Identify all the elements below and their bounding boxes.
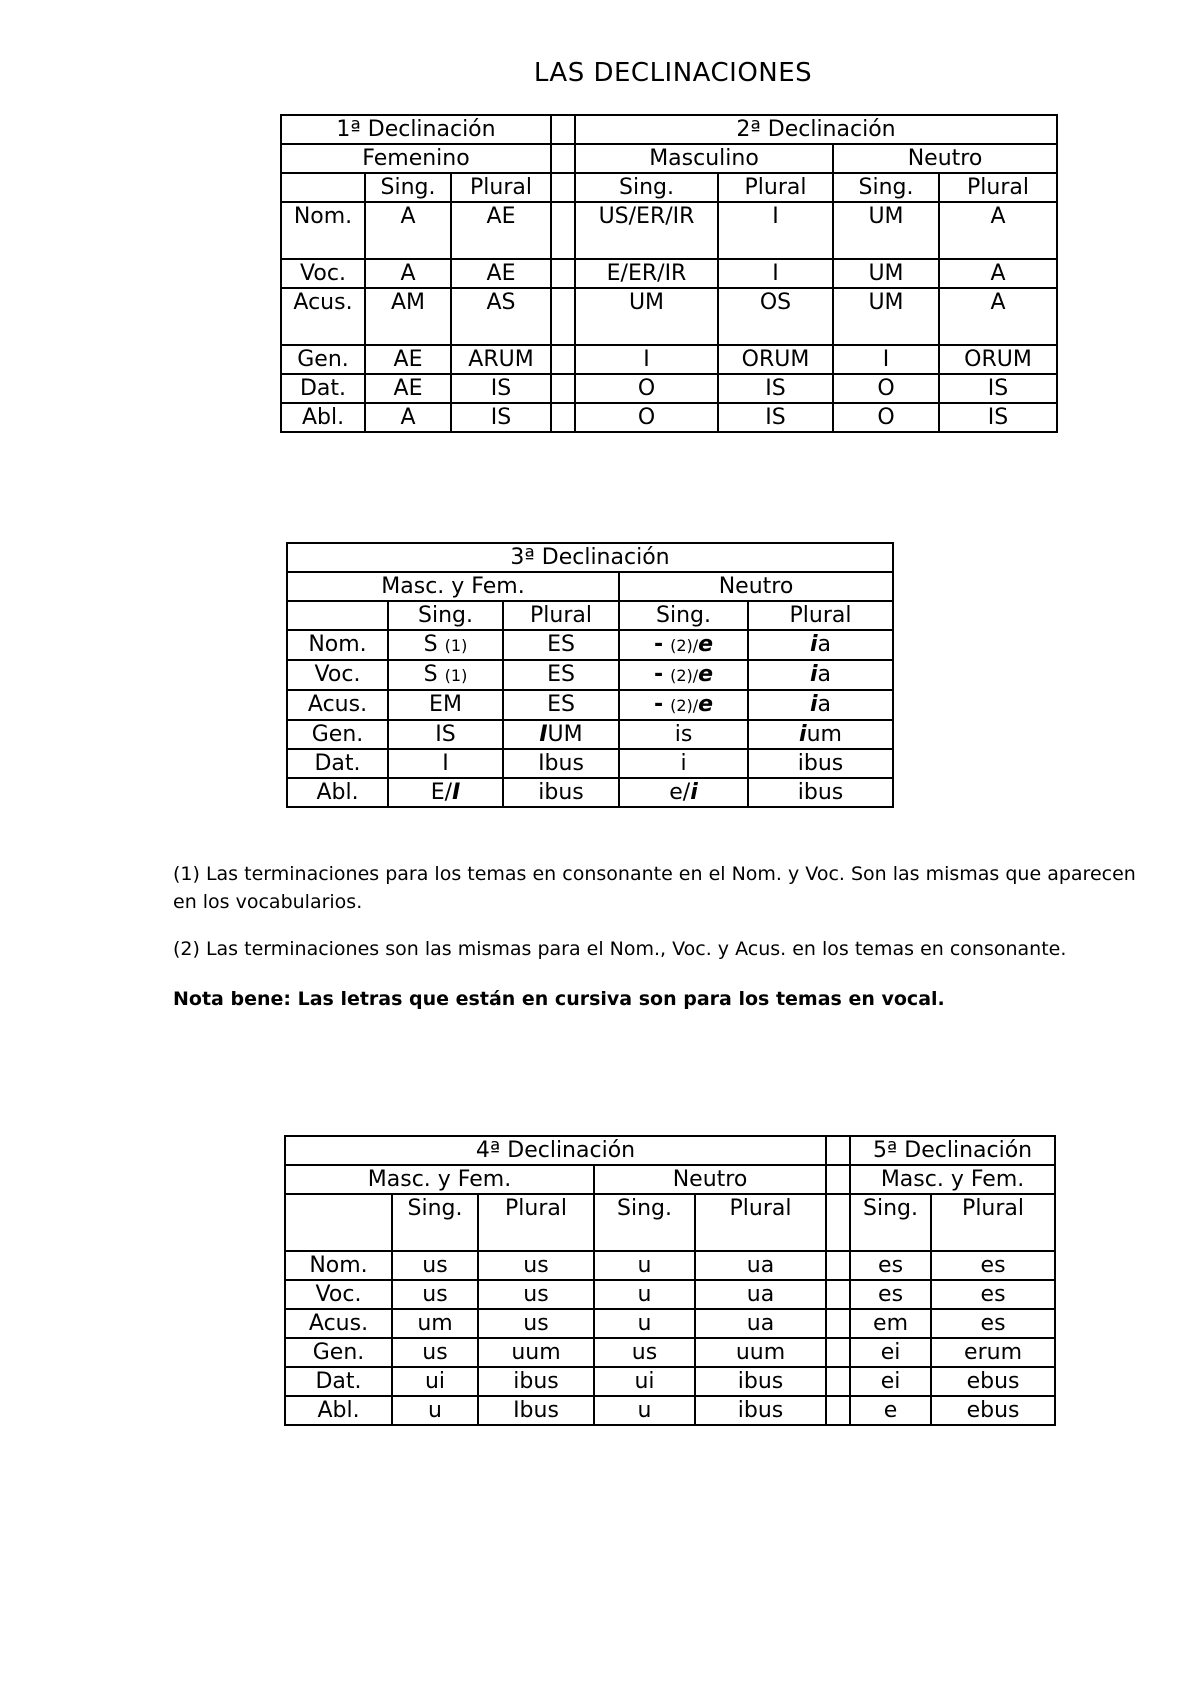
spacer-cell [826,1309,850,1338]
ending-cell: ibus [503,778,619,807]
ending-cell: u [594,1251,695,1280]
header-masc-fem: Masc. y Fem. [850,1165,1055,1194]
spacer-cell [551,144,575,173]
case-label: Nom. [281,202,365,259]
dash-mark: - [653,662,664,687]
table-row [285,1338,1055,1367]
ending-cell [748,660,893,690]
table-row [287,778,893,807]
ending-cell: ibus [748,778,893,807]
ending-cell: O [833,403,939,432]
table-row [281,259,1057,288]
ending-cell: UM [833,202,939,259]
ending-cell: ORUM [718,345,833,374]
header-neutro: Neutro [833,144,1057,173]
ending-cell: IS [939,403,1057,432]
ending-cell: ei [850,1367,931,1396]
page-title: LAS DECLINACIONES [533,58,813,88]
ending-cell: us [392,1338,478,1367]
ending-cell [748,690,893,720]
footnote-ref: (2)/ [670,696,699,715]
case-label: Gen. [285,1338,392,1367]
table-declension-4-5 [284,1135,1056,1426]
italic-ending: i [799,722,807,747]
header-decl-1: 1ª Declinación [281,115,551,144]
ending-cell: ibus [748,749,893,778]
spacer-cell [551,115,575,144]
ending-cell: us [478,1280,594,1309]
table-row [287,749,893,778]
italic-ending: i [810,632,818,657]
italic-ending: I [539,722,548,747]
ending-cell: UM [833,288,939,345]
ending-cell: ui [392,1367,478,1396]
header-sing: Sing. [365,173,451,202]
italic-ending: i [690,780,698,805]
ending-cell: AS [451,288,551,345]
ending-cell: ARUM [451,345,551,374]
ending-cell: IS [718,403,833,432]
ending-cell: us [392,1251,478,1280]
ending-cell: ebus [931,1367,1055,1396]
case-label: Voc. [285,1280,392,1309]
ending-cell: AE [365,374,451,403]
header-sing: Sing. [388,601,503,630]
header-sing: Sing. [833,173,939,202]
table-row [281,403,1057,432]
ending-cell: A [939,259,1057,288]
ending-cell: I [833,345,939,374]
ending-cell: u [392,1396,478,1425]
case-label: Dat. [285,1367,392,1396]
ending-cell: IS [451,374,551,403]
case-label: Acus. [287,690,388,720]
table-declension-3 [286,542,894,808]
table-row [281,202,1057,259]
case-label: Gen. [281,345,365,374]
ending-cell: Ibus [478,1396,594,1425]
ending-cell: es [931,1280,1055,1309]
header-neutro: Neutro [594,1165,826,1194]
spacer-cell [551,288,575,345]
header-decl-4: 4ª Declinación [285,1136,826,1165]
ending-cell: us [594,1338,695,1367]
italic-ending: i [810,662,818,687]
table-row [287,660,893,690]
header-masc-fem: Masc. y Fem. [287,572,619,601]
case-label: Gen. [287,720,388,749]
footnote-1: (1) Las terminaciones para los temas en consonante en el Nom. y Voc. Son las mismas que aparecen en los vocabularios. [173,863,1136,913]
case-label: Voc. [281,259,365,288]
ending-cell: u [594,1396,695,1425]
ending-cell: ES [503,690,619,720]
empty-cell [281,173,365,202]
ending-text: S [423,662,438,687]
italic-ending: e [698,662,714,687]
ending-cell: IS [388,720,503,749]
ending-cell: AE [451,202,551,259]
header-plural: Plural [695,1194,826,1251]
ending-cell: em [850,1309,931,1338]
ending-cell: is [619,720,748,749]
spacer-cell [826,1251,850,1280]
header-plural: Plural [451,173,551,202]
ending-cell [619,660,748,690]
header-neutro: Neutro [619,572,893,601]
ending-cell: O [575,374,718,403]
spacer-cell [826,1194,850,1251]
ending-cell: ua [695,1280,826,1309]
spacer-cell [551,374,575,403]
ending-cell: ibus [695,1396,826,1425]
table-row [281,345,1057,374]
table-row [285,1309,1055,1338]
italic-ending: e [698,692,714,717]
case-label: Nom. [287,630,388,660]
header-sing: Sing. [850,1194,931,1251]
spacer-cell [551,259,575,288]
ending-text: um [806,722,842,747]
ending-cell: ui [594,1367,695,1396]
table-row [281,374,1057,403]
case-label: Dat. [287,749,388,778]
ending-text: a [817,632,832,657]
spacer-cell [551,403,575,432]
ending-cell: IS [718,374,833,403]
ending-cell: ES [503,630,619,660]
spacer-cell [826,1136,850,1165]
header-masc-fem: Masc. y Fem. [285,1165,594,1194]
spacer-cell [551,202,575,259]
table-row [285,1280,1055,1309]
ending-cell: UM [575,288,718,345]
footnote-2: (2) Las terminaciones son las mismas para el Nom., Voc. y Acus. en los temas en consonante. [173,938,1067,960]
ending-cell: ua [695,1309,826,1338]
case-label: Abl. [281,403,365,432]
ending-cell: us [478,1309,594,1338]
header-decl-3: 3ª Declinación [287,543,893,572]
spacer-cell [551,173,575,202]
ending-cell: es [931,1251,1055,1280]
table-row [287,690,893,720]
footnote-ref: (1) [444,666,468,685]
ending-text: S [423,632,438,657]
ending-cell [619,630,748,660]
footnote-ref: (2)/ [670,636,699,655]
italic-ending: I [452,780,461,805]
header-plural: Plural [748,601,893,630]
ending-cell: A [939,288,1057,345]
ending-cell: ORUM [939,345,1057,374]
header-decl-5: 5ª Declinación [850,1136,1055,1165]
ending-cell: ebus [931,1396,1055,1425]
ending-cell: ua [695,1251,826,1280]
ending-cell: I [718,259,833,288]
footnote-ref: (1) [444,636,468,655]
italic-ending: e [698,632,714,657]
ending-cell: I [718,202,833,259]
ending-cell: es [850,1251,931,1280]
italic-ending: i [810,692,818,717]
ending-cell [503,720,619,749]
ending-cell: AM [365,288,451,345]
ending-cell [748,720,893,749]
header-sing: Sing. [619,601,748,630]
ending-cell: UM [833,259,939,288]
ending-cell: es [850,1280,931,1309]
ending-cell [388,778,503,807]
ending-cell: A [365,403,451,432]
ending-cell: ES [503,660,619,690]
ending-cell: u [594,1280,695,1309]
ending-cell: us [478,1251,594,1280]
ending-text: E/ [430,780,453,805]
ending-cell: OS [718,288,833,345]
ending-cell: AE [365,345,451,374]
ending-cell: O [575,403,718,432]
ending-cell: IS [939,374,1057,403]
table-row [287,720,893,749]
ending-cell: ei [850,1338,931,1367]
spacer-cell [826,1338,850,1367]
empty-cell [287,601,388,630]
ending-cell: I [575,345,718,374]
spacer-cell [826,1165,850,1194]
spacer-cell [826,1396,850,1425]
case-label: Acus. [281,288,365,345]
case-label: Abl. [287,778,388,807]
empty-cell [285,1194,392,1251]
header-decl-2: 2ª Declinación [575,115,1057,144]
ending-cell: uum [695,1338,826,1367]
ending-cell: I [388,749,503,778]
case-label: Abl. [285,1396,392,1425]
ending-cell: ibus [695,1367,826,1396]
header-masculino: Masculino [575,144,833,173]
ending-cell: u [594,1309,695,1338]
table-row [285,1251,1055,1280]
header-femenino: Femenino [281,144,551,173]
ending-text: a [817,692,832,717]
header-plural: Plural [931,1194,1055,1251]
header-sing: Sing. [575,173,718,202]
ending-cell: US/ER/IR [575,202,718,259]
ending-cell: es [931,1309,1055,1338]
table-row [287,630,893,660]
table-row [281,288,1057,345]
ending-cell: O [833,374,939,403]
ending-cell: A [939,202,1057,259]
ending-cell [619,778,748,807]
header-sing: Sing. [594,1194,695,1251]
table-declension-1-2 [280,114,1058,433]
dash-mark: - [653,632,664,657]
header-plural: Plural [718,173,833,202]
ending-cell: EM [388,690,503,720]
nota-bene: Nota bene: Las letras que están en cursiva son para los temas en vocal. [173,988,945,1010]
case-label: Dat. [281,374,365,403]
ending-cell: ibus [478,1367,594,1396]
header-sing: Sing. [392,1194,478,1251]
ending-text: UM [547,722,583,747]
case-label: Voc. [287,660,388,690]
ending-cell: A [365,259,451,288]
spacer-cell [826,1280,850,1309]
ending-cell [388,660,503,690]
ending-text: a [817,662,832,687]
ending-text: e/ [669,780,691,805]
ending-cell: AE [451,259,551,288]
ending-cell: A [365,202,451,259]
header-plural: Plural [478,1194,594,1251]
header-plural: Plural [939,173,1057,202]
table-row [285,1367,1055,1396]
table-row [285,1396,1055,1425]
ending-cell: e [850,1396,931,1425]
ending-cell: um [392,1309,478,1338]
spacer-cell [551,345,575,374]
case-label: Acus. [285,1309,392,1338]
footnote-ref: (2)/ [670,666,699,685]
ending-cell [388,630,503,660]
ending-cell: E/ER/IR [575,259,718,288]
ending-cell: erum [931,1338,1055,1367]
dash-mark: - [653,692,664,717]
ending-cell: i [619,749,748,778]
ending-cell: IS [451,403,551,432]
spacer-cell [826,1367,850,1396]
ending-cell: us [392,1280,478,1309]
ending-cell: uum [478,1338,594,1367]
ending-cell: Ibus [503,749,619,778]
ending-cell [619,690,748,720]
header-plural: Plural [503,601,619,630]
ending-cell [748,630,893,660]
case-label: Nom. [285,1251,392,1280]
